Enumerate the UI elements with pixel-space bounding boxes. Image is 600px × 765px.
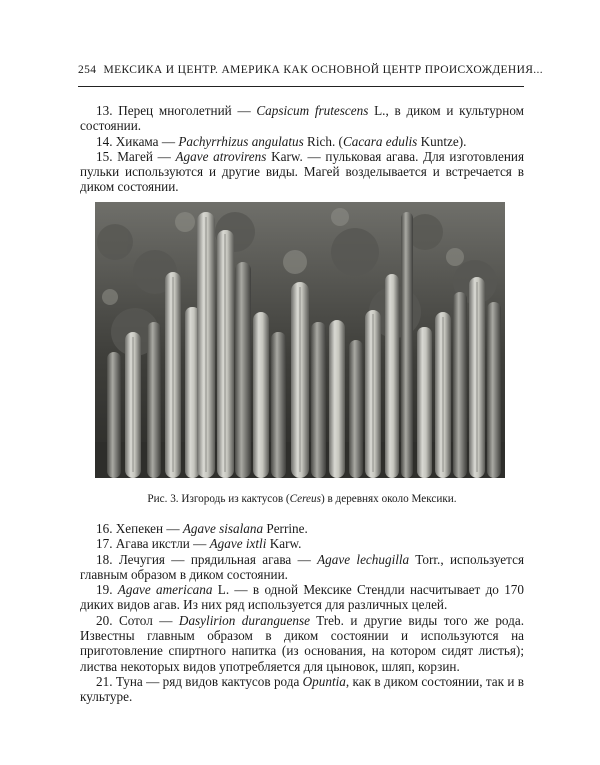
header-rule bbox=[78, 86, 524, 87]
entries-bottom bbox=[80, 521, 524, 705]
latin-name: Opuntia bbox=[302, 673, 346, 689]
latin-name: Agave sisalana bbox=[182, 521, 264, 536]
latin-name: Dasylirion duranguense bbox=[178, 612, 310, 628]
latin-synonym: Cacara edulis bbox=[342, 133, 418, 149]
entries-top bbox=[80, 103, 524, 195]
cactus-fence-photo bbox=[95, 202, 505, 478]
entry-18: 18. Лечугия — прядильная агава — Agave lechugilla Torr., используется главным образом в диком состоянии. bbox=[80, 551, 525, 582]
entry-19: 19. Agave americana L. — в одной Мексике Стендли насчитывает до 170 диких видов агав. Из них ряд используется для различных целей. bbox=[80, 582, 524, 613]
latin-name: Capsicum frutescens bbox=[256, 103, 369, 118]
page-number: 254 bbox=[78, 64, 97, 76]
latin-name: Agave lechugilla bbox=[317, 551, 410, 567]
latin-name: Agave ixtli bbox=[209, 536, 267, 552]
figure-caption: Рис. 3. Изгородь из кактусов (Cereus) в деревнях около Мексики. bbox=[147, 493, 457, 505]
latin-name: Agave atrovirens bbox=[175, 148, 267, 164]
entry-17: 17. Агава икстли — Agave ixtli Karw. bbox=[96, 536, 302, 552]
cactus-photo-illustration bbox=[95, 202, 505, 478]
running-header bbox=[78, 64, 543, 76]
entry-16: 16. Хепекен — Agave sisalana Perrine. bbox=[96, 521, 308, 536]
entry-14: 14. Хикама — Pachyrrhizus angulatus Rich. (Cacara edulis Kuntze). bbox=[96, 133, 467, 149]
running-title: МЕКСИКА И ЦЕНТР. АМЕРИКА КАК ОСНОВНОЙ ЦЕНТР ПРОИСХОЖДЕНИЯ... bbox=[103, 64, 543, 76]
entry-15: 15. Магей — Agave atrovirens Karw. — пульковая агава. Для изготовления пульки используются и другие виды. Магей возделывается и встречается в диком состоянии. bbox=[80, 148, 525, 195]
entry-21: 21. Туна — ряд видов кактусов рода Opuntia, как в диком состоянии, так и в культуре. bbox=[80, 673, 525, 705]
entry-13: 13. Перец многолетний — Capsicum frutescens L., в диком и культурном состоянии. bbox=[80, 103, 525, 134]
latin-name: Agave americana bbox=[117, 582, 213, 598]
latin-name: Pachyrrhizus angulatus bbox=[178, 133, 304, 149]
entry-20: 20. Сотол — Dasylirion duranguense Treb. и другие виды того же рода. Известны главным образом в диком состоянии и используются на приготовление спиртного напитка (из основания, на котором сидят листья); листва некоторых видов употребляется для цыновок, шляп, корзин. bbox=[80, 612, 525, 674]
caption-latin: Cereus bbox=[289, 493, 321, 505]
